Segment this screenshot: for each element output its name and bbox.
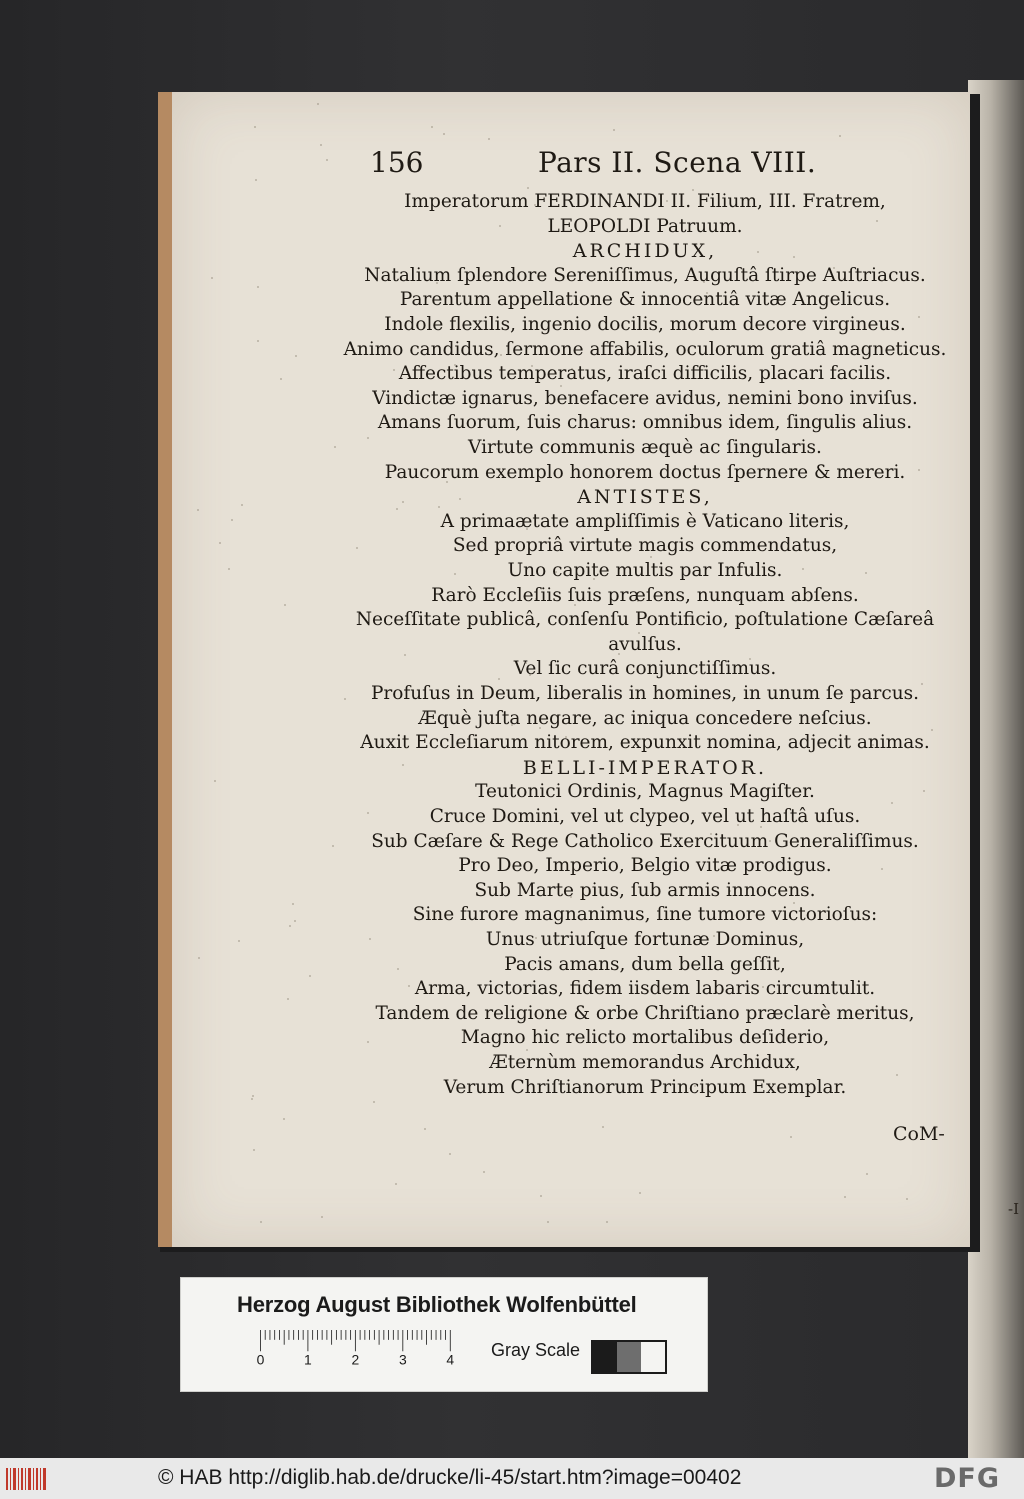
paper-speck — [540, 1195, 542, 1197]
text-line: Teutonici Ordinis, Magnus Magiſter. — [475, 781, 815, 803]
paper-speck — [321, 1216, 323, 1218]
text-line: Virtute communis æquè ac ſingularis. — [468, 437, 822, 458]
paper-speck — [241, 504, 243, 506]
text-line: Tandem de religione & orbe Chriſtiano præclarè meritus, — [375, 1002, 915, 1024]
paper-speck — [839, 135, 841, 137]
paper-speck — [790, 1136, 792, 1138]
ruler — [237, 1330, 477, 1366]
paper-speck — [257, 340, 259, 342]
paper-speck — [906, 1198, 908, 1200]
paper-speck — [606, 1221, 608, 1223]
text-line: Magno hic relicto mortalibus deſiderio, — [460, 1027, 830, 1049]
section-heading: ANTISTES, — [577, 486, 713, 509]
paper-speck — [844, 1196, 846, 1198]
text-line: Vindictæ ignarus, benefacere avidus, nemini bono inviſus. — [372, 387, 918, 409]
gray-swatch — [617, 1342, 641, 1372]
text-line: Sub Cæſare & Rege Catholico Exercituum Generaliſſimus. — [371, 830, 919, 852]
gray-swatch — [593, 1342, 617, 1372]
paper-speck — [294, 920, 296, 922]
paper-speck — [332, 845, 334, 847]
paper-speck — [424, 1128, 426, 1130]
scale-card — [180, 1277, 708, 1392]
text-line: Sine furore magnanimus, ſine tumore victorioſus: — [412, 904, 878, 926]
institution-name: Herzog August Bibliothek Wolfenbüttel — [237, 1292, 637, 1317]
paper-speck — [211, 277, 213, 279]
paper-speck — [334, 446, 336, 448]
paper-speck — [373, 1101, 375, 1103]
dfg-logo: DFG — [934, 1463, 1001, 1494]
text-line: Pro Deo, Imperio, Belgio vitæ prodigus. — [458, 855, 832, 877]
facing-page-fragment: -I — [1008, 1200, 1019, 1218]
ruler-label: 1 — [304, 1351, 312, 1366]
paper-speck — [309, 975, 311, 977]
text-line: Unus utriuſque fortunæ Dominus, — [485, 929, 805, 950]
section-heading: ARCHIDUX, — [572, 240, 718, 263]
text-line: Parentum appellatione & innocentiâ vitæ Angelicus. — [399, 289, 891, 311]
running-title: Pars II. Scena VIII. — [538, 146, 817, 179]
paper-speck — [228, 568, 230, 570]
paper-speck — [254, 126, 256, 128]
text-line: Imperatorum FERDINANDI II. Filium, III. Fratrem, — [404, 191, 886, 212]
ruler-label: 2 — [351, 1351, 360, 1366]
gray-scale-label: Gray Scale — [491, 1340, 581, 1360]
ruler-label: 3 — [398, 1351, 407, 1366]
paper-speck — [253, 1149, 255, 1151]
text-line: Rarò Eccleſiis ſuis præſens, nunquam abſens. — [431, 584, 859, 606]
text-line: Vel ſic curâ conjunctiſſimus. — [513, 658, 777, 680]
paper-speck — [639, 1192, 641, 1194]
paper-speck — [255, 179, 257, 181]
paper-speck — [443, 133, 445, 135]
text-line: Profuſus in Deum, liberalis in homines, in unum ſe parcus. — [370, 683, 919, 704]
paper-speck — [326, 159, 328, 161]
text-line: LEOPOLDI Patruum. — [547, 215, 743, 237]
page-header — [370, 146, 840, 186]
ruler-label: 0 — [256, 1351, 265, 1366]
text-line: Cruce Domini, vel ut clypeo, vel ut haſtâ uſus. — [429, 806, 861, 827]
paper-speck — [257, 286, 259, 288]
barcode-icon — [6, 1466, 48, 1492]
paper-speck — [547, 1221, 549, 1223]
footer-bar — [0, 1458, 1024, 1499]
paper-speck — [283, 1118, 285, 1120]
paper-speck — [260, 1221, 262, 1223]
paper-speck — [238, 940, 240, 942]
catchword: CoM- — [893, 1123, 945, 1145]
gray-swatch — [641, 1342, 665, 1372]
text-line: Auxit Eccleſiarum nitorem, expunxit nomina, adjecit animas. — [360, 732, 930, 754]
paper-speck — [219, 542, 221, 544]
text-line: Affectibus temperatus, iraſci difficilis, placari facilis. — [398, 363, 892, 385]
text-line: Æternùm memorandus Archidux, — [489, 1052, 801, 1073]
paper-speck — [602, 1126, 604, 1128]
text-line: Verum Chriſtianorum Principum Exemplar. — [443, 1076, 847, 1098]
paper-speck — [284, 604, 286, 606]
paper-speck — [287, 998, 289, 1000]
text-line: Uno capite multis par Infulis. — [507, 560, 783, 581]
page-number: 156 — [370, 146, 424, 179]
paper-speck — [317, 103, 319, 105]
text-line: Indole flexilis, ingenio docilis, morum decore virgineus. — [384, 314, 906, 335]
gray-scale-swatches — [591, 1340, 667, 1374]
text-line: Sed propriâ virtute magis commendatus, — [452, 535, 838, 557]
text-line: Amans ſuorum, ſuis charus: omnibus idem, ſingulis alius. — [377, 412, 913, 434]
paper-speck — [449, 1153, 451, 1155]
paper-speck — [198, 957, 200, 959]
text-line: Pacis amans, dum bella geſſit, — [504, 953, 786, 975]
text-line: Sub Marte pius, ſub armis innocens. — [474, 879, 816, 901]
paper-speck — [527, 187, 529, 189]
text-line: A primaætate ampliſſimis è Vaticano literis, — [440, 510, 850, 532]
paper-speck — [613, 129, 615, 131]
section-heading: BELLI-IMPERATOR. — [522, 756, 768, 779]
paper-speck — [292, 903, 294, 905]
copyright-link[interactable]: © HAB http://diglib.hab.de/drucke/li-45/start.htm?image=00402 — [158, 1466, 742, 1489]
paper-speck — [197, 509, 199, 511]
paper-speck — [320, 144, 322, 146]
paper-speck — [280, 378, 282, 380]
ruler-label: 4 — [446, 1351, 455, 1366]
text-line: Æquè juſta negare, ac iniqua concedere neſcius. — [418, 707, 872, 729]
text-line: Arma, victorias, fidem iisdem labaris circumtulit. — [414, 978, 876, 1000]
paper-speck — [866, 1173, 868, 1175]
paper-speck — [252, 1095, 254, 1097]
paper-speck — [431, 126, 433, 128]
paper-speck — [483, 1171, 485, 1173]
text-line: avulſus. — [608, 633, 682, 655]
text-line: Natalium ſplendore Sereniſſimus, Auguſtâ ſtirpe Auſtriacus. — [364, 264, 926, 286]
text-line: Animo candidus, ſermone affabilis, oculorum gratiâ magneticus. — [343, 338, 947, 360]
paper-speck — [214, 780, 216, 782]
paper-speck — [289, 925, 291, 927]
text-line: Neceſſitate publicâ, conſenſu Pontificio, poſtulatione Cæſareâ — [355, 609, 935, 631]
paper-speck — [395, 1183, 397, 1185]
paper-speck — [488, 138, 490, 140]
paper-speck — [251, 1098, 253, 1100]
paper-speck — [295, 355, 297, 357]
text-line: Paucorum exemplo honorem doctus ſpernere & mereri. — [384, 461, 906, 483]
paper-speck — [231, 519, 233, 521]
